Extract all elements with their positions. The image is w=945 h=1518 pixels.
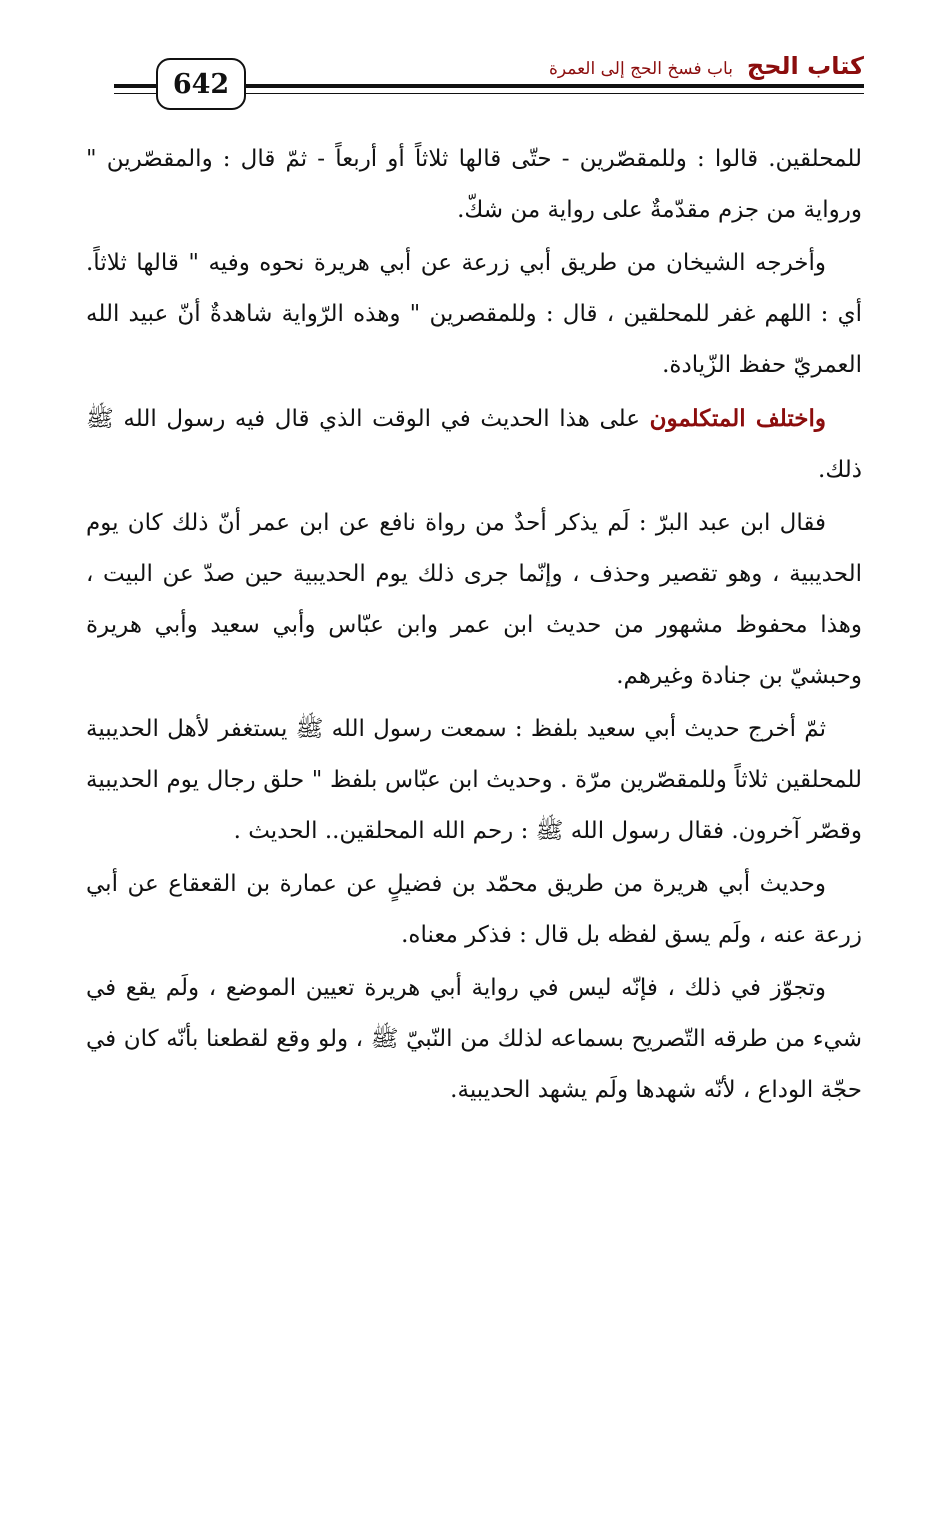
paragraph-text: للمحلقين. قالوا : وللمقصّرين - حتّى قالها ثلاثاً أو أربعاً - ثمّ قال : والمقصّرين " ورواية من جزم مقدّمةٌ على رواية من شكّ. bbox=[86, 146, 862, 223]
running-title bbox=[549, 52, 864, 80]
page-number: 642 bbox=[156, 58, 246, 110]
paragraph-text: على هذا الحديث في الوقت الذي قال فيه رسول الله ﷺ ذلك. bbox=[86, 406, 862, 483]
paragraph bbox=[86, 134, 862, 236]
page-header bbox=[84, 44, 864, 124]
paragraph-text: وحديث أبي هريرة من طريق محمّد بن فضيلٍ عن عمارة بن القعقاع عن أبي زرعة عنه ، ولَم يسق لفظه بل قال : فذكر معناه. bbox=[86, 871, 862, 948]
paragraph bbox=[86, 498, 862, 702]
paragraph bbox=[86, 859, 862, 961]
paragraph-text: وأخرجه الشيخان من طريق أبي زرعة عن أبي هريرة نحوه وفيه " قالها ثلاثاً. أي : اللهم غفر للمحلقين ، قال : وللمقصرين " وهذه الرّواية شاهدةٌ أنّ عبيد الله العمريّ حفظ الزّيادة. bbox=[86, 250, 862, 378]
paragraph bbox=[86, 704, 862, 857]
header-rule-right bbox=[244, 84, 864, 94]
chapter-title: باب فسخ الحج إلى العمرة bbox=[548, 59, 733, 79]
paragraph-text: ثمّ أخرج حديث أبي سعيد بلفظ : سمعت رسول الله ﷺ يستغفر لأهل الحديبية للمحلقين ثلاثاً وللمقصّرين مرّة . وحديث ابن عبّاس بلفظ " حلق رجال يوم الحديبية وقصّر آخرون. فقال رسول الله ﷺ : رحم الله المحلقين.. الحديث . bbox=[86, 716, 862, 844]
book-title: كتاب الحج bbox=[746, 52, 864, 80]
paragraph bbox=[86, 963, 862, 1116]
paragraph-highlight: واختلف المتكلمون bbox=[649, 405, 827, 432]
paragraph bbox=[86, 393, 862, 496]
paragraph bbox=[86, 238, 862, 391]
paragraph-text: وتجوّز في ذلك ، فإنّه ليس في رواية أبي هريرة تعيين الموضع ، ولَم يقع في شيء من طرقه التّصريح بسماعه لذلك من النّبيّ ﷺ ، ولو وقع لقطعنا بأنّه كان في حجّة الوداع ، لأنّه شهدها ولَم يشهد الحديبية. bbox=[86, 975, 863, 1103]
page-body bbox=[86, 134, 862, 1118]
paragraph-text: فقال ابن عبد البرّ : لَم يذكر أحدٌ من رواة نافع عن ابن عمر أنّ ذلك كان يوم الحديبية ، وهو تقصير وحذف ، وإنّما جرى ذلك يوم الحديبية حين صدّ عن البيت ، وهذا محفوظ مشهور من حديث ابن عمر وابن عبّاس وأبي سعيد وأبي هريرة وحبشيّ بن جنادة وغيرهم. bbox=[86, 510, 862, 689]
